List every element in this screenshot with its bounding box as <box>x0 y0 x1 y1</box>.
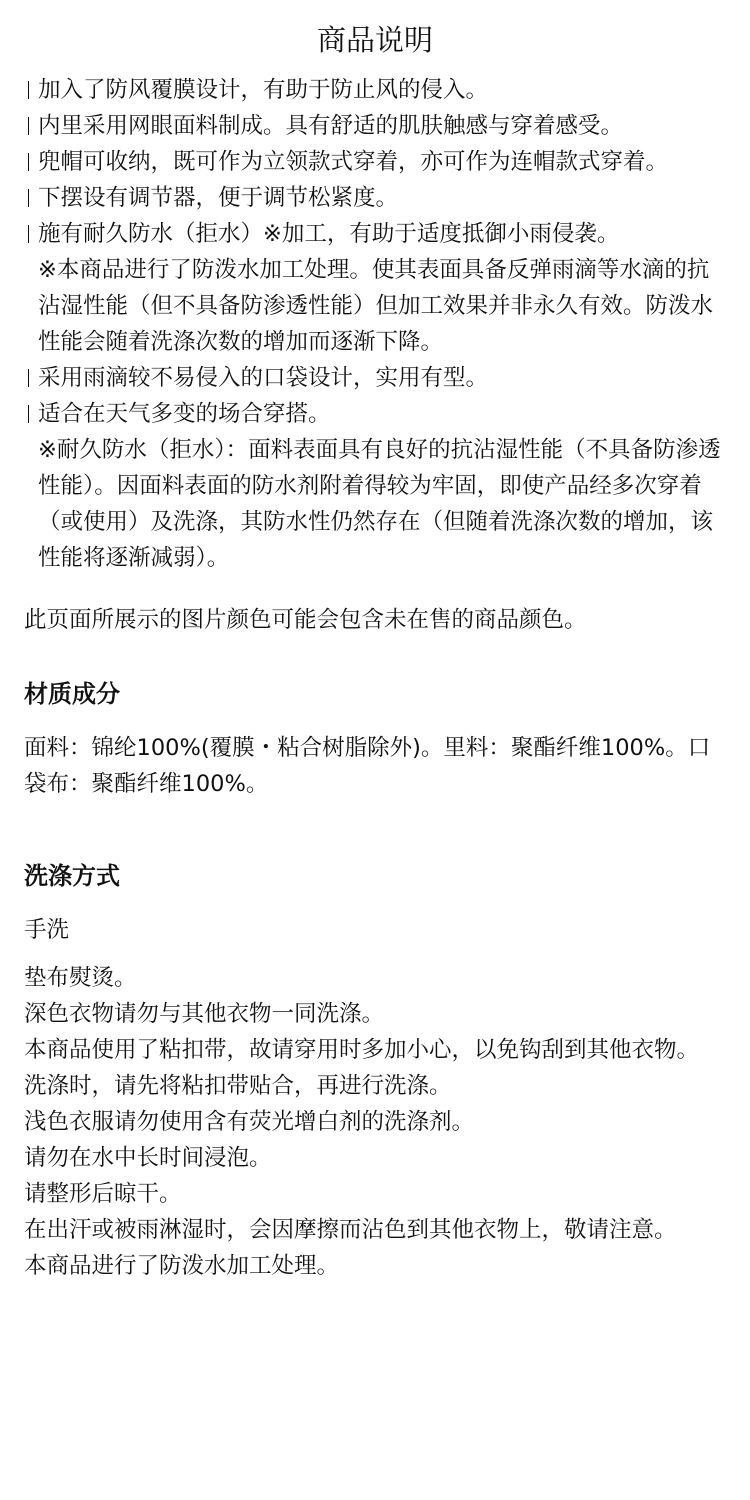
feature-item: 采用雨滴较不易侵入的口袋设计，实用有型。 <box>24 360 726 396</box>
feature-item: 适合在天气多变的场合穿搭。 <box>24 396 726 432</box>
feature-item: 下摆设有调节器，便于调节松紧度。 <box>24 180 726 216</box>
washing-instruction: 请整形后晾干。 <box>24 1181 182 1207</box>
feature-item: 施有耐久防水（拒水）※加工，有助于适度抵御小雨侵袭。 <box>24 216 726 252</box>
feature-item: 兜帽可收纳，既可作为立领款式穿着，亦可作为连帽款式穿着。 <box>24 144 726 180</box>
washing-instruction: 在出汗或被雨淋湿时，会因摩擦而沾色到其他衣物上，敬请注意。 <box>24 1217 677 1243</box>
washing-instruction: 本商品进行了防泼水加工处理。 <box>24 1253 340 1279</box>
washing-instruction: 本商品使用了粘扣带，故请穿用时多加小心，以免钩刮到其他衣物。 <box>24 1037 700 1063</box>
feature-item: 内里采用网眼面料制成。具有舒适的肌肤触感与穿着感受。 <box>24 108 726 144</box>
feature-list <box>24 72 726 576</box>
washing-instruction: 垫布熨烫。 <box>24 965 137 991</box>
feature-note: ※耐久防水（拒水）：面料表面具有良好的抗沾湿性能（不具备防渗透性能）。因面料表面的防水剂附着得较为牢固，即使产品经多次穿着（或使用）及洗涤，其防水性仍然存在（但随着洗涤次数的增加，该性能将逐渐减弱）。 <box>38 437 721 571</box>
washing-instruction: 洗涤时，请先将粘扣带贴合，再进行洗涤。 <box>24 1073 452 1099</box>
washing-section <box>24 858 726 1284</box>
color-disclaimer: 此页面所展示的图片颜色可能会包含未在售的商品颜色。 <box>24 607 587 633</box>
washing-instruction: 请勿在水中长时间浸泡。 <box>24 1145 272 1171</box>
washing-heading: 洗涤方式 <box>24 862 120 890</box>
material-section <box>24 676 726 802</box>
washing-instruction: 深色衣物请勿与其他衣物一同洗涤。 <box>24 1001 385 1027</box>
material-text: 面料：锦纶100%(覆膜・粘合树脂除外)。里料：聚酯纤维100%。口袋布：聚酯纤维100%。 <box>24 735 711 797</box>
washing-method: 手洗 <box>24 917 70 943</box>
material-heading: 材质成分 <box>24 680 120 708</box>
washing-instructions <box>24 960 726 1284</box>
washing-instruction: 浅色衣服请勿使用含有荧光增白剂的洗涤剂。 <box>24 1109 475 1135</box>
feature-item: 加入了防风覆膜设计，有助于防止风的侵入。 <box>24 72 726 108</box>
page-title: 商品说明 <box>316 23 433 57</box>
feature-note: ※本商品进行了防泼水加工处理。使其表面具备反弹雨滴等水滴的抗沾湿性能（但不具备防渗透性能）但加工效果并非永久有效。防泼水性能会随着洗涤次数的增加而逐渐下降。 <box>38 257 714 355</box>
